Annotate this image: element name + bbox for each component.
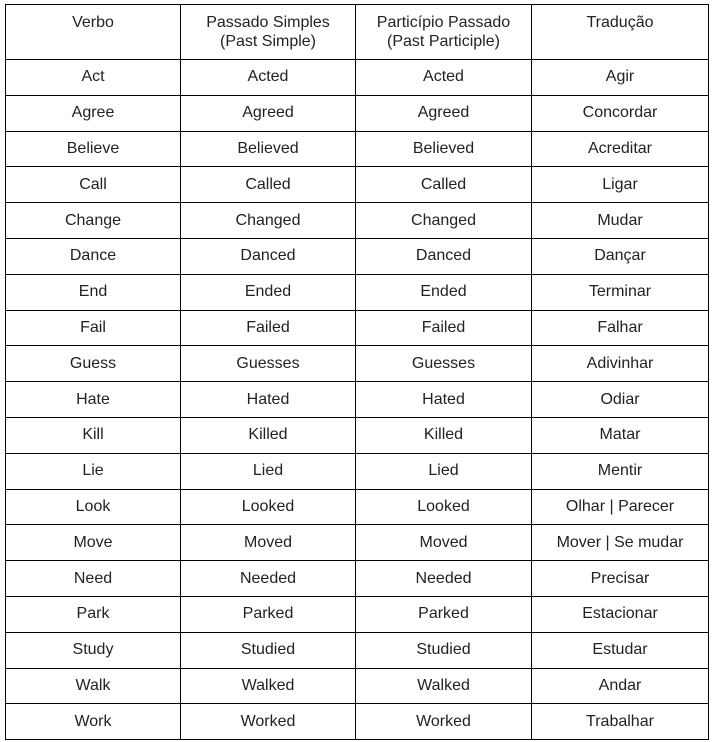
header-past-simple-label: Passado Simples — [206, 14, 330, 31]
verb-cell: Act — [6, 60, 181, 96]
header-past-simple-english: (Past Simple) — [219, 33, 317, 50]
table-row — [6, 668, 709, 704]
verb-table — [5, 4, 709, 740]
header-translation-label: Tradução — [586, 14, 654, 31]
header-verb-label: Verbo — [72, 14, 114, 31]
past-participle-cell: Failed — [356, 310, 532, 346]
past-participle-cell: Looked — [356, 489, 532, 525]
translation-cell: Dançar — [532, 238, 709, 274]
translation-cell: Matar — [532, 417, 709, 453]
header-past-participle-english: (Past Participle) — [387, 33, 500, 50]
header-past-simple — [181, 5, 356, 60]
table-row — [6, 561, 709, 597]
table-body — [6, 60, 709, 740]
table-row — [6, 274, 709, 310]
table-row — [6, 167, 709, 203]
translation-cell: Mover | Se mudar — [532, 525, 709, 561]
translation-cell: Andar — [532, 668, 709, 704]
header-past-participle — [356, 5, 532, 60]
past-participle-cell: Called — [356, 167, 532, 203]
verb-cell: Study — [6, 632, 181, 668]
header-past-participle-label: Particípio Passado — [376, 14, 511, 31]
past-simple-cell: Studied — [181, 632, 356, 668]
table-row — [6, 203, 709, 239]
past-simple-cell: Looked — [181, 489, 356, 525]
past-participle-cell: Parked — [356, 596, 532, 632]
table-row — [6, 417, 709, 453]
translation-cell: Odiar — [532, 382, 709, 418]
past-participle-cell: Ended — [356, 274, 532, 310]
verb-cell: Call — [6, 167, 181, 203]
translation-cell: Estudar — [532, 632, 709, 668]
past-simple-cell: Believed — [181, 131, 356, 167]
translation-cell: Terminar — [532, 274, 709, 310]
past-participle-cell: Danced — [356, 238, 532, 274]
past-simple-cell: Called — [181, 167, 356, 203]
translation-cell: Trabalhar — [532, 704, 709, 740]
translation-cell: Falhar — [532, 310, 709, 346]
past-participle-cell: Lied — [356, 453, 532, 489]
verb-cell: Dance — [6, 238, 181, 274]
translation-cell: Mentir — [532, 453, 709, 489]
past-participle-cell: Guesses — [356, 346, 532, 382]
translation-cell: Acreditar — [532, 131, 709, 167]
table-row — [6, 346, 709, 382]
translation-cell: Adivinhar — [532, 346, 709, 382]
past-simple-cell: Acted — [181, 60, 356, 96]
verb-cell: Change — [6, 203, 181, 239]
table-row — [6, 489, 709, 525]
past-simple-cell: Walked — [181, 668, 356, 704]
verb-cell: Move — [6, 525, 181, 561]
header-translation — [532, 5, 709, 60]
past-simple-cell: Danced — [181, 238, 356, 274]
past-simple-cell: Killed — [181, 417, 356, 453]
header-row — [6, 5, 709, 60]
verb-cell: Fail — [6, 310, 181, 346]
verb-cell: Guess — [6, 346, 181, 382]
verb-cell: Look — [6, 489, 181, 525]
past-simple-cell: Ended — [181, 274, 356, 310]
table-row — [6, 632, 709, 668]
translation-cell: Concordar — [532, 95, 709, 131]
past-simple-cell: Agreed — [181, 95, 356, 131]
past-simple-cell: Parked — [181, 596, 356, 632]
past-simple-cell: Hated — [181, 382, 356, 418]
translation-cell: Estacionar — [532, 596, 709, 632]
verb-cell: Agree — [6, 95, 181, 131]
past-participle-cell: Acted — [356, 60, 532, 96]
table-header — [6, 5, 709, 60]
verb-cell: Need — [6, 561, 181, 597]
table-row — [6, 131, 709, 167]
past-simple-cell: Guesses — [181, 346, 356, 382]
table-row — [6, 238, 709, 274]
past-participle-cell: Changed — [356, 203, 532, 239]
past-participle-cell: Walked — [356, 668, 532, 704]
translation-cell: Precisar — [532, 561, 709, 597]
table-row — [6, 453, 709, 489]
verb-cell: Hate — [6, 382, 181, 418]
past-simple-cell: Worked — [181, 704, 356, 740]
past-participle-cell: Studied — [356, 632, 532, 668]
past-simple-cell: Changed — [181, 203, 356, 239]
past-participle-cell: Agreed — [356, 95, 532, 131]
header-verb — [6, 5, 181, 60]
translation-cell: Mudar — [532, 203, 709, 239]
table-row — [6, 382, 709, 418]
past-participle-cell: Needed — [356, 561, 532, 597]
verb-cell: Work — [6, 704, 181, 740]
verb-cell: Park — [6, 596, 181, 632]
past-simple-cell: Failed — [181, 310, 356, 346]
table-row — [6, 95, 709, 131]
past-simple-cell: Moved — [181, 525, 356, 561]
table-row — [6, 596, 709, 632]
table-row — [6, 310, 709, 346]
table-row — [6, 525, 709, 561]
past-participle-cell: Believed — [356, 131, 532, 167]
past-participle-cell: Hated — [356, 382, 532, 418]
past-participle-cell: Moved — [356, 525, 532, 561]
verb-cell: Lie — [6, 453, 181, 489]
verb-cell: Believe — [6, 131, 181, 167]
past-simple-cell: Lied — [181, 453, 356, 489]
table-row — [6, 704, 709, 740]
translation-cell: Agir — [532, 60, 709, 96]
verb-cell: End — [6, 274, 181, 310]
past-participle-cell: Killed — [356, 417, 532, 453]
past-participle-cell: Worked — [356, 704, 532, 740]
verb-cell: Walk — [6, 668, 181, 704]
translation-cell: Ligar — [532, 167, 709, 203]
translation-cell: Olhar | Parecer — [532, 489, 709, 525]
verb-cell: Kill — [6, 417, 181, 453]
past-simple-cell: Needed — [181, 561, 356, 597]
table-row — [6, 60, 709, 96]
